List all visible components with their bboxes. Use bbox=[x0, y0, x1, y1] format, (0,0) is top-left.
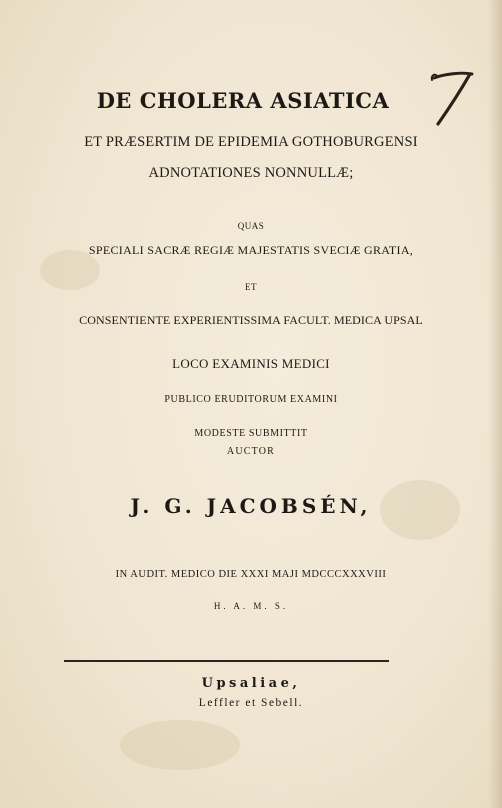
modeste-line: MODESTE SUBMITTIT bbox=[194, 428, 308, 439]
quas-word: QUAS bbox=[237, 221, 265, 231]
imprint-city: Upsaliae, bbox=[201, 676, 301, 691]
defense-date-line: IN AUDIT. MEDICO DIE XXXI MAJI MDCCCXXXVIII bbox=[115, 569, 387, 580]
author-name: J. G. JACOBSÉN, bbox=[130, 494, 372, 518]
divider-rule bbox=[64, 660, 389, 662]
et-word: ET bbox=[245, 282, 257, 292]
publico-line: PUBLICO ERUDITORUM EXAMINI bbox=[164, 394, 338, 405]
faculty-consent-line: CONSENTIENTE EXPERIENTISSIMA FACULT. MEDICA UPSAL bbox=[79, 313, 423, 327]
ham-initials: H. A. M. S. bbox=[213, 601, 289, 611]
royal-grace-line: SPECIALI SACRÆ REGIÆ MAJESTATIS SVECIÆ GRATIA, bbox=[88, 243, 414, 257]
paper-stain bbox=[120, 720, 240, 770]
auctor-label: AUCTOR bbox=[226, 446, 276, 457]
book-title: DE CHOLERA ASIATICA bbox=[96, 88, 390, 113]
imprint-printer: Leffler et Sebell. bbox=[198, 697, 304, 709]
subtitle-line-2: ADNOTATIONES NONNULLÆ; bbox=[148, 165, 354, 181]
subtitle-line-1: ET PRÆSERTIM DE EPIDEMIA GOTHOBURGENSI bbox=[84, 134, 418, 150]
loco-examinis-line: LOCO EXAMINIS MEDICI bbox=[172, 356, 330, 371]
